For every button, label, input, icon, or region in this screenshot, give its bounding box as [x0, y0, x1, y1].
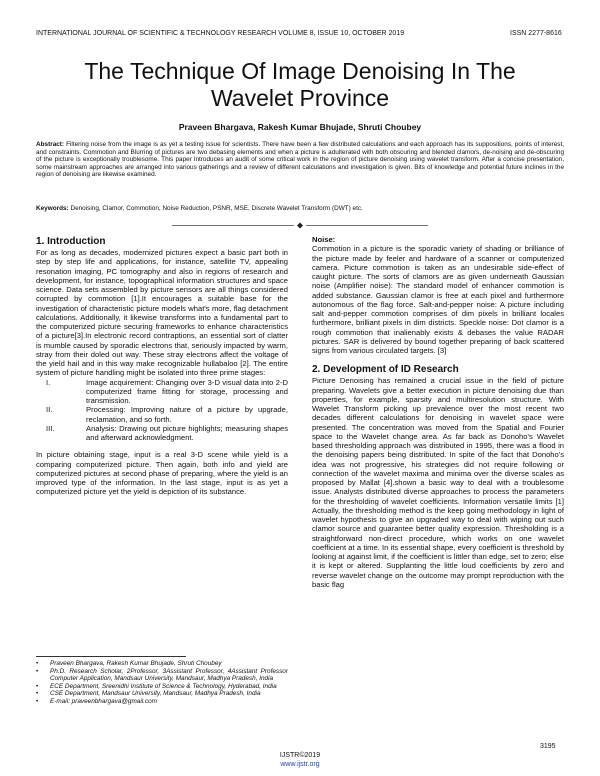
bullet-icon: • [36, 667, 39, 675]
footnote-item: • Ph.D. Research Scholar, 2Professor, 3Assistant Professor, 4Assistant Professor Computer Application, Mandsaur University, Mandsaur, Madhya Pradesh, India [36, 667, 288, 683]
bullet-icon: • [36, 682, 39, 690]
authors: Praveen Bhargava, Rakesh Kumar Bhujade, Shruti Choubey [178, 122, 422, 132]
introduction-para-1: For as long as decades, modernized pictures expect a basic part both in step by step life and applications, for instance, satellite TV, appealing resonation imaging, PC tomography and also in regions of research and development, for instance, topographical information structures and space science. Data sets assembled by picture sensors are all things considered corrupted by commotion [1].It encourages a suitable base for the investigation of characteristic picture models what's more, flag detachment calculations. Additionally, it likewise transforms into a fundamental part to the computerized picture securing frameworks to enhance characteristics of a picture[3].In electronic record contraptions, an essential sort of clatter is mumble caused by sporadic electrons that, seriously impacted by warm, stray from their doled out way. These stray electrons affect the voltage of the yield hail and in this way make recognizable hullabaloo [2]. The entire system of picture handling might be isolated into three prime stages: [36, 248, 288, 378]
bullet-icon: • [36, 697, 39, 705]
title-line-2: Wavelet Province [210, 85, 390, 111]
footnote-rule [36, 656, 186, 657]
footnote-item: • CSE Department, Mandsaur University, Mandsaur, Madhya Pradesh, India [36, 690, 261, 698]
keywords [36, 205, 564, 213]
list-item: III. Analysis: Drawing out picture highlights; measuring shapes and afterward acknowledgment. [46, 423, 288, 442]
section-2-text: Picture Denoising has remained a crucial issue in the field of picture preparing. Wavelets give a better execution in picture denoising due than properties, for example, sparsity and multiresolution structure. With Wavelet Transform picking up prevalence over the most recent two decades different calculations for denoising in wavelet space were presented. The concentration was moved from the Spatial and Fourier space to the Wavelet change area. As far back as Donoho's Wavelet based thresholding approach was distributed in 1995, there was a flood in the denoising papers being distributed. In spite of the fact that Donoho's idea was not progressive, his strategies did not require following or connection of the wavelet maxima and minima over the diverse scales as proposed by Mallat [4].shown a basic way to deal with a troublesome issue. Analysts distributed diverse approaches to process the parameters for the thresholding of wavelet coefficients. Information versatile limits [1] Actually, the thresholding method is the keep going methodology in light of wavelet hypothesis to give an upgraded way to deal with wiping out such clamor source and guarantee better quality expression. Thresholding is a straightforward non-direct procedure, which works on one wavelet coefficient at a time. In its essential shape, every coefficient is threshold by looking at against limit, if the coefficient is littler than edge, set to zero; else it is kept or altered. Supplanting the little loud coefficients by zero and reverse wavelet change on the outcome may prompt reproduction with the basic flag [312, 376, 564, 589]
left-column [36, 235, 288, 497]
noise-text: Commotion in a picture is the sporadic variety of shading or brilliance of the picture made by feeler and hardware of a scanner or computerized camera. Picture commotion is taken as an undesirable side-effect of caught picture. The sorts of clamors are as given underneath Gaussian noise (Amplifier noise): The standard model of enhancer commotion is added substance. Gaussian clamor is free at each pixel and furthermore autonomous of the flag force. Salt-and-pepper noise: A picture including salt and-pepper commotion comprises of dim pixels in brilliant locales furthermore, brilliant pixels in dim districts. Speckle noise: Dot clamor is a rough commotion that inalienably exists & debases the value RADAR pictures. SAR is delivered by bound together preparing of back scattered signs from various circulated targets. [3] [312, 244, 564, 355]
bullet-icon: • [36, 690, 39, 698]
footer-code: IJSTR©2019 [279, 752, 321, 759]
issn: ISSN 2277-8616 [510, 30, 562, 37]
section-2-heading: 2. Development of ID Research [312, 364, 459, 376]
keywords-label: Keywords: [36, 205, 69, 212]
abstract [36, 141, 564, 179]
title-line-1: The Technique Of Image Denoising In The [84, 58, 516, 84]
footnote-item: • E-mail: praveenbhargava@gmail.com [36, 697, 158, 705]
divider-rule [36, 222, 564, 229]
processing-stages-list [36, 378, 288, 443]
introduction-para-2: In picture obtaining stage, input is a real 3-D scene while yield is a comparing computerized picture. Then again, both info and yield are computerized pictures at second phase of preparing, where the yield is an improved type of the information. In the last stage, input is as yet a computerized picture yet the yield is depiction of its substance. [36, 450, 288, 497]
footnote-item: • ECE Department, Sreenidhi Institute of Science & Technology, Hyderabad, India [36, 682, 277, 690]
footnote-item: • Praveen Bhargava, Rakesh Kumar Bhujade, Shruti Choubey [36, 660, 222, 667]
bullet-icon: • [36, 660, 39, 667]
list-item: I. Image acquirement: Changing over 3-D visual data into 2-D computerized frame fitting for storage, processing and transmission. [46, 377, 288, 405]
noise-heading: Noise: [312, 235, 336, 244]
keywords-text: Denoising, Clamor, Commotion, Noise Reduction, PSNR, MSE, Discrete Wavelet Transform (DWT) etc. [70, 205, 363, 212]
journal-header: INTERNATIONAL JOURNAL OF SCIENTIFIC & TECHNOLOGY RESEARCH VOLUME 8, ISSUE 10, OCTOBER 2019 [36, 30, 405, 37]
page-title [0, 58, 600, 112]
abstract-text: Filtering noise from the image is as yet a testing issue for scientists. There have been a few distributed calculations and each approach has its suppositions, points of interest, and constraints. Commotion and Blurring of pictures are two debasing elements and when a picture is adulterated with both obscuring and blended clamors, de-noising and de-obscuring of the picture is exceptionally troublesome. This paper introduces an audit of some critical work in the region of picture denoising using wavelet transform. After a concise presentation, some mainstream approaches are arranged into various gatherings and a review of different calculations and investigation is given. Bits of knowledge and potential future inclines in the region of denoising are likewise examined. [36, 141, 564, 179]
page-number: 3195 [540, 743, 556, 750]
footer-url[interactable]: www.ijstr.org [280, 761, 320, 768]
list-item: II. Processing: Improving nature of a picture by upgrade, reclamation, and so forth. [46, 405, 288, 424]
right-column [312, 235, 564, 589]
section-divider [36, 216, 564, 223]
author-footnotes [36, 660, 288, 706]
introduction-heading: 1. Introduction [36, 236, 106, 247]
abstract-label: Abstract: [36, 141, 65, 148]
